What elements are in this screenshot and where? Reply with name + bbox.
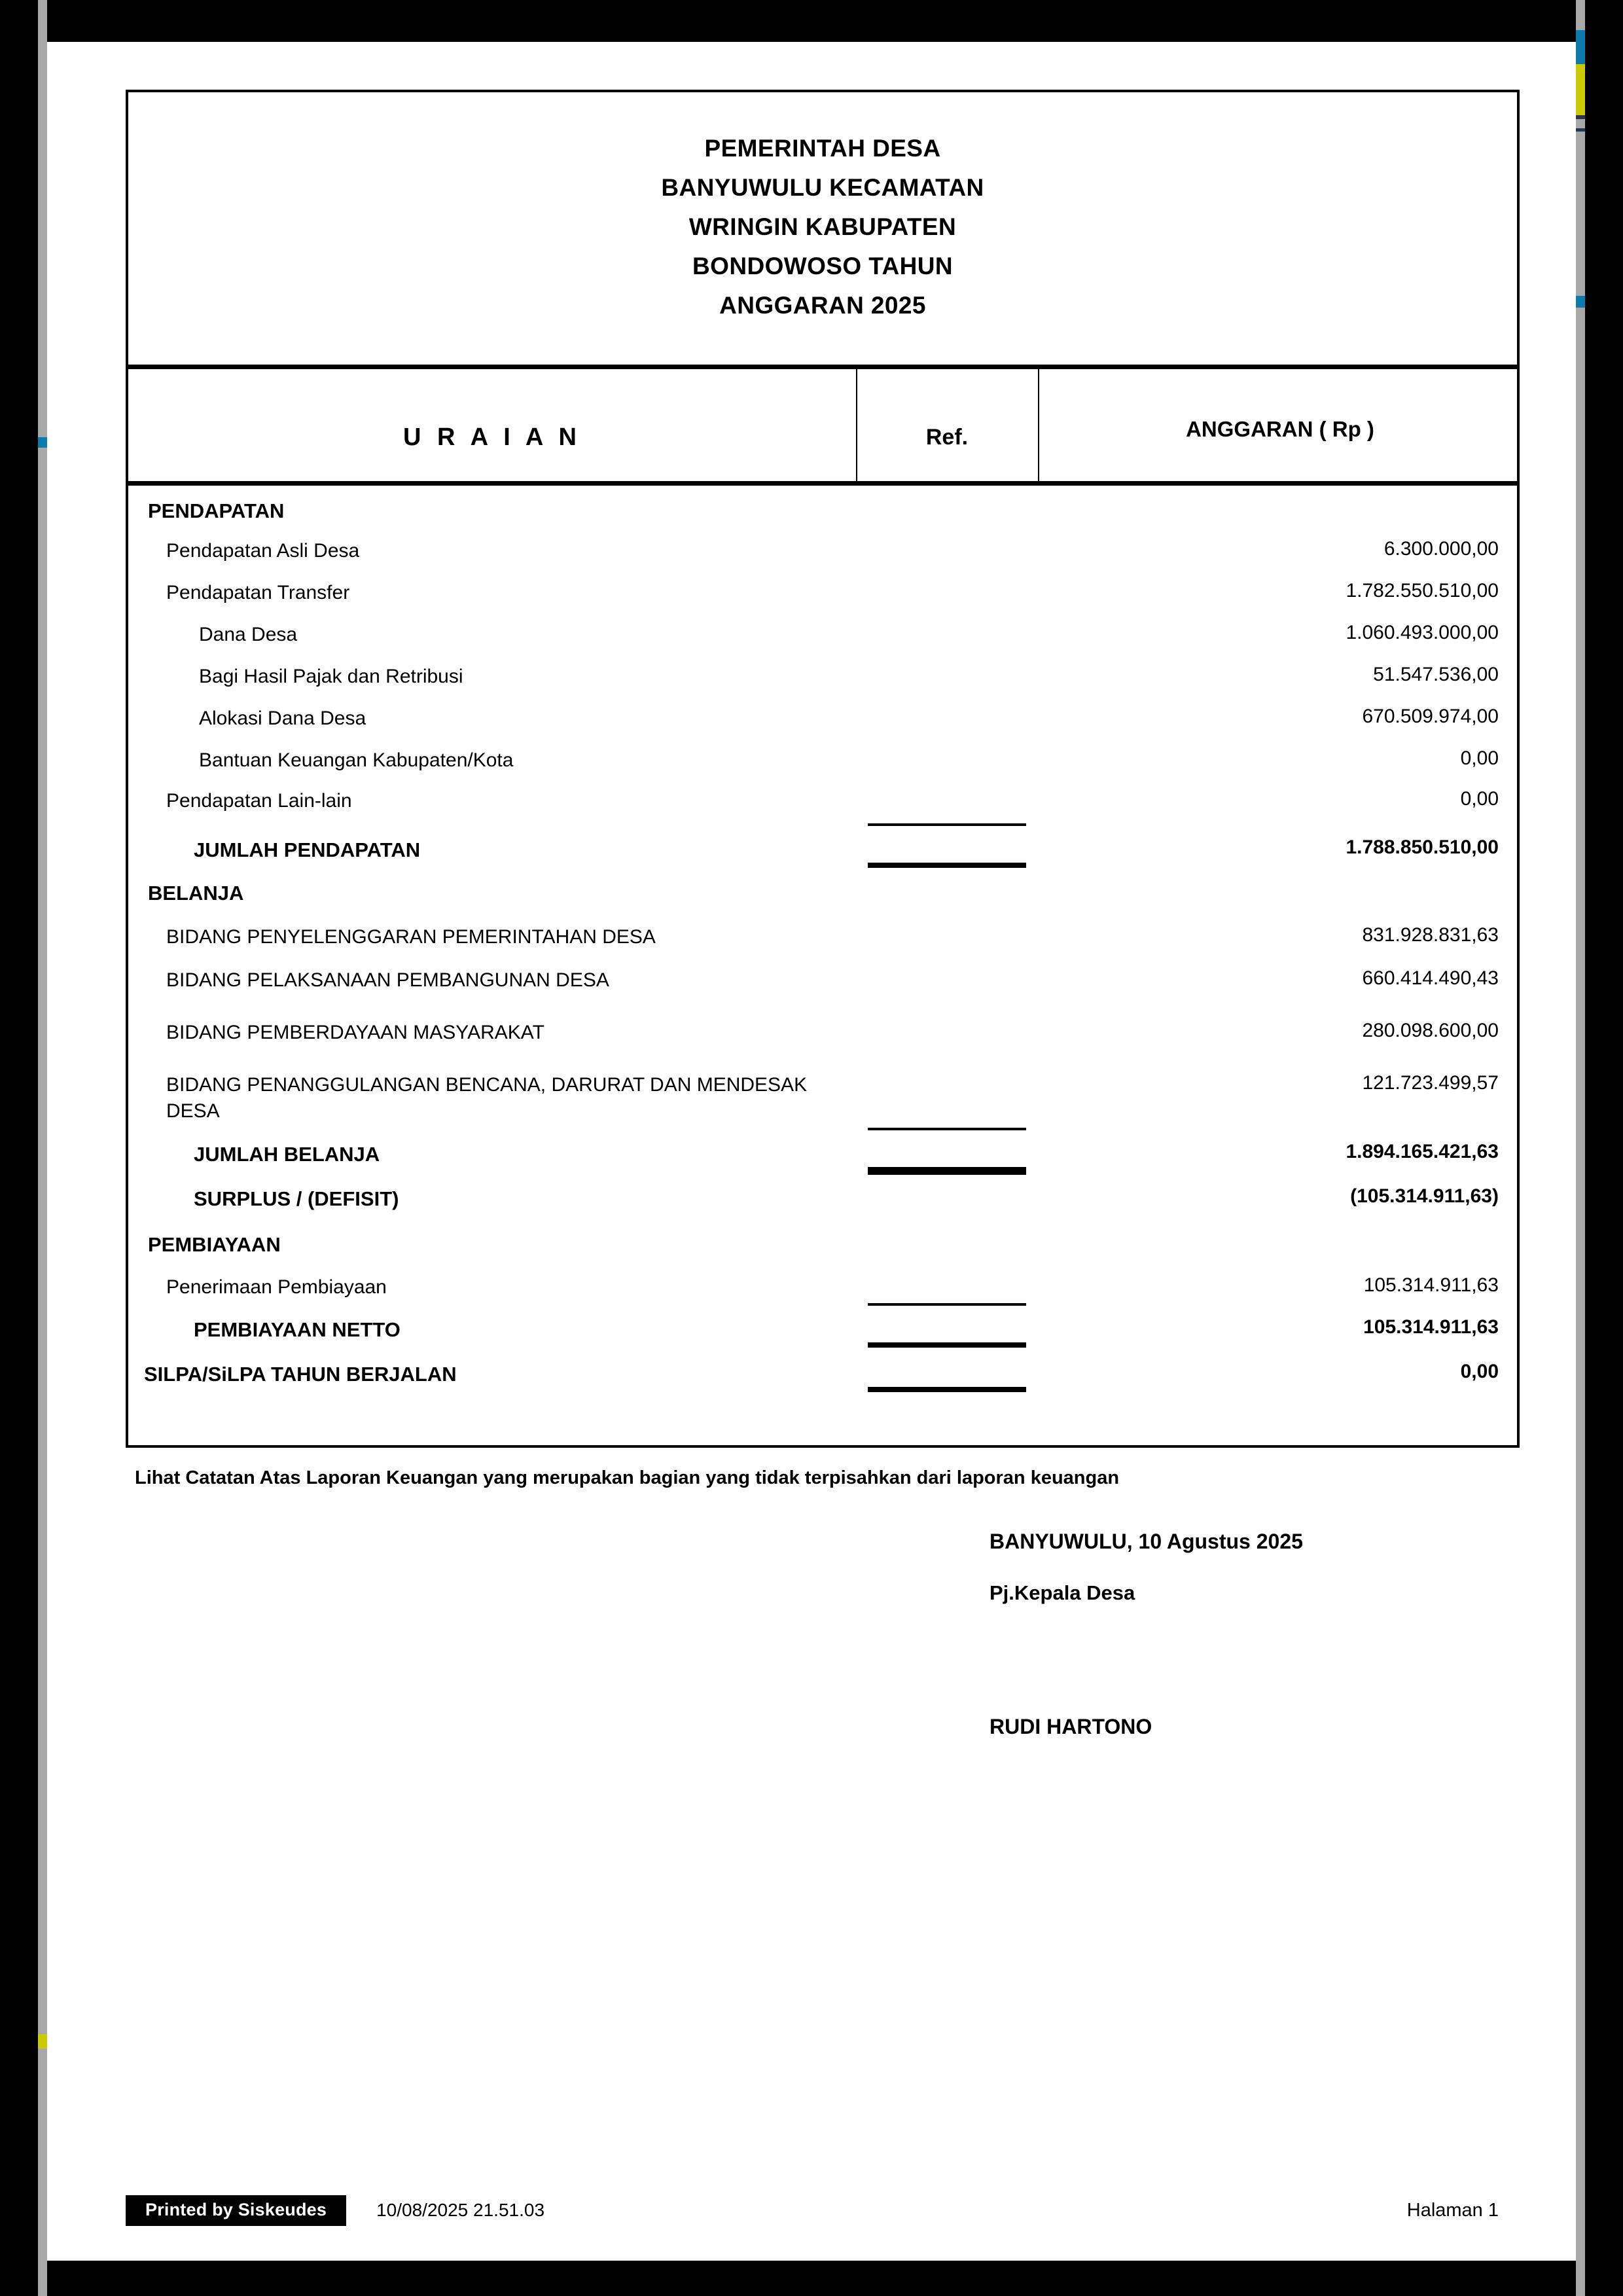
table-row xyxy=(128,1312,1517,1344)
table-body xyxy=(126,486,1520,1448)
row-amount: 1.894.165.421,63 xyxy=(1346,1141,1499,1163)
left-edge-scrollbar-strip[interactable] xyxy=(38,0,47,2296)
row-amount: 1.782.550.510,00 xyxy=(1346,579,1499,601)
row-label: Pendapatan Transfer xyxy=(166,581,350,603)
total-rule-bottom xyxy=(868,1387,1026,1392)
table-row xyxy=(128,534,1517,565)
row-amount: 0,00 xyxy=(1460,787,1499,810)
row-label: Alokasi Dana Desa xyxy=(199,707,366,729)
row-amount xyxy=(1038,876,1510,880)
row-label: SURPLUS / (DEFISIT) xyxy=(194,1187,399,1211)
table-row xyxy=(128,1181,1517,1213)
total-rule-bottom xyxy=(868,863,1026,868)
title-line: ANGGARAN 2025 xyxy=(719,291,926,319)
row-label: BIDANG PEMBERDAYAAN MASYARAKAT xyxy=(166,1021,544,1043)
row-amount: 0,00 xyxy=(1460,1361,1499,1383)
table-row xyxy=(128,493,1517,525)
row-amount: 660.414.490,43 xyxy=(1362,967,1499,989)
row-label: JUMLAH BELANJA xyxy=(194,1143,380,1166)
edge-marker xyxy=(1576,30,1585,64)
printed-timestamp: 10/08/2025 21.51.03 xyxy=(376,2200,545,2220)
row-amount: 831.928.831,63 xyxy=(1362,924,1499,946)
document-page xyxy=(47,42,1576,2261)
total-rule-top xyxy=(868,1172,1026,1175)
row-label: Penerimaan Pembiayaan xyxy=(166,1276,387,1299)
table-row xyxy=(128,876,1517,907)
row-amount: 121.723.499,57 xyxy=(1362,1071,1499,1094)
row-label: BIDANG PENYELENGGARAN PEMERINTAHAN DESA xyxy=(166,925,656,948)
edge-marker xyxy=(1576,64,1585,115)
title-line: PEMERINTAH DESA xyxy=(704,135,941,162)
table-row xyxy=(128,576,1517,607)
row-amount: 105.314.911,63 xyxy=(1363,1274,1499,1297)
edge-marker xyxy=(1576,115,1585,119)
row-amount: (105.314.911,63) xyxy=(1350,1185,1499,1208)
total-rule-top xyxy=(868,823,1026,826)
row-label: JUMLAH PENDAPATAN xyxy=(194,838,421,861)
edge-marker xyxy=(38,2034,47,2049)
page-number: Halaman 1 xyxy=(1406,2199,1499,2221)
row-label: Bantuan Keuangan Kabupaten/Kota xyxy=(199,749,514,771)
table-column-header xyxy=(126,369,1520,486)
table-row xyxy=(128,660,1517,691)
table-row xyxy=(128,1270,1517,1302)
row-label: Dana Desa xyxy=(199,623,298,645)
row-label: BIDANG PENANGGULANGAN BENCANA, DARURAT DAN MENDESAK DESA xyxy=(166,1073,808,1122)
table-row xyxy=(128,784,1517,816)
signature-block xyxy=(990,1530,1448,1739)
row-amount: 1.788.850.510,00 xyxy=(1346,836,1499,858)
row-label: BIDANG PELAKSANAAN PEMBANGUNAN DESA xyxy=(166,969,609,991)
row-amount: 51.547.536,00 xyxy=(1373,663,1499,685)
row-amount: 280.098.600,00 xyxy=(1362,1019,1499,1041)
report-title-box xyxy=(126,90,1520,369)
edge-marker xyxy=(1576,128,1585,132)
total-rule-top xyxy=(868,1303,1026,1306)
total-rule-top xyxy=(868,1128,1026,1130)
page-footer xyxy=(126,2191,1499,2230)
table-row xyxy=(128,920,1517,952)
column-header-uraian: U R A I A N xyxy=(403,423,581,451)
row-amount: 670.509.974,00 xyxy=(1362,705,1499,727)
table-row xyxy=(128,1137,1517,1168)
signature-role: Pj.Kepala Desa xyxy=(990,1581,1135,1604)
signature-name: RUDI HARTONO xyxy=(990,1715,1152,1738)
title-line: BONDOWOSO TAHUN xyxy=(692,252,953,279)
right-edge-scrollbar-strip[interactable] xyxy=(1576,0,1585,2296)
row-label: SILPA/SiLPA TAHUN BERJALAN xyxy=(144,1363,457,1386)
report-sheet xyxy=(126,90,1520,1489)
row-label: PEMBIAYAAN NETTO xyxy=(194,1318,401,1342)
table-row xyxy=(128,1068,1517,1124)
printed-by-badge: Printed by Siskeudes xyxy=(126,2195,346,2226)
table-row xyxy=(128,963,1517,995)
table-row xyxy=(128,833,1517,864)
row-amount xyxy=(1038,493,1510,497)
row-label: Pendapatan Lain-lain xyxy=(166,789,352,812)
row-label: Pendapatan Asli Desa xyxy=(166,539,360,562)
edge-marker xyxy=(1576,296,1585,308)
table-row xyxy=(128,702,1517,733)
column-header-anggaran: ANGGARAN ( Rp ) xyxy=(1186,416,1374,441)
title-line: WRINGIN KABUPATEN xyxy=(688,213,957,240)
table-row xyxy=(128,618,1517,649)
table-row xyxy=(128,1357,1517,1388)
total-rule-bottom xyxy=(868,1342,1026,1348)
row-label: BELANJA xyxy=(148,881,244,905)
row-amount: 6.300.000,00 xyxy=(1383,537,1499,560)
table-row xyxy=(128,744,1517,775)
row-amount: 105.314.911,63 xyxy=(1363,1316,1499,1338)
financial-statement-note: Lihat Catatan Atas Laporan Keuangan yang merupakan bagian yang tidak terpisahkan dari laporan keuangan xyxy=(135,1467,1120,1488)
table-row xyxy=(128,1227,1517,1259)
row-label: PENDAPATAN xyxy=(148,499,285,522)
signature-place-date: BANYUWULU, 10 Agustus 2025 xyxy=(990,1530,1303,1553)
row-label: Bagi Hasil Pajak dan Retribusi xyxy=(199,665,463,687)
row-amount: 1.060.493.000,00 xyxy=(1346,621,1499,643)
total-rule-bottom xyxy=(868,1167,1026,1172)
title-line: BANYUWULU KECAMATAN xyxy=(661,173,984,201)
edge-marker xyxy=(38,437,47,448)
row-amount: 0,00 xyxy=(1460,747,1499,769)
row-amount xyxy=(1038,1227,1510,1231)
table-row xyxy=(128,1016,1517,1047)
column-header-ref: Ref. xyxy=(925,424,969,450)
row-label: PEMBIAYAAN xyxy=(148,1233,281,1257)
